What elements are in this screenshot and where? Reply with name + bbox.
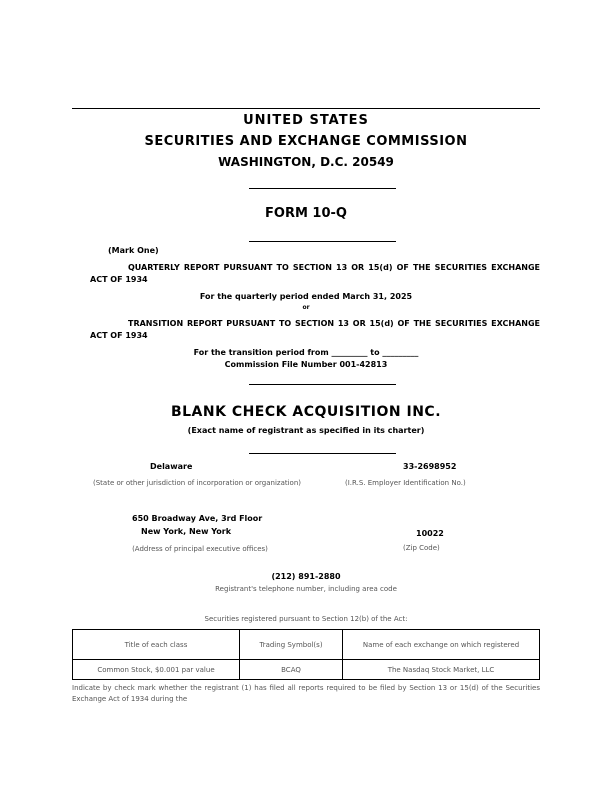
- quarterly-period: For the quarterly period ended March 31, 2025: [199, 292, 413, 301]
- header-divider: [249, 188, 396, 189]
- section-12b-heading: Securities registered pursuant to Section 12(b) of the Act:: [204, 615, 408, 623]
- or-label: or: [302, 304, 310, 311]
- table-cell: The Nasdaq Stock Market, LLC: [343, 660, 540, 680]
- registrant-name: BLANK CHECK ACQUISITION INC.: [170, 404, 442, 420]
- form-title: FORM 10-Q: [265, 206, 347, 221]
- top-rule: [72, 108, 540, 109]
- header-line-2: SECURITIES AND EXCHANGE COMMISSION: [144, 134, 468, 149]
- mark-one-label: (Mark One): [108, 246, 159, 255]
- transition-period: For the transition period from _________ to _________: [193, 348, 419, 357]
- telephone-number: (212) 891-2880: [271, 572, 341, 581]
- form-divider: [249, 384, 396, 385]
- state-caption: (State or other jurisdiction of incorporation or organization): [93, 479, 301, 487]
- registrant-name-caption: (Exact name of registrant as specified in its charter): [187, 426, 425, 435]
- column-header: Trading Symbol(s): [240, 630, 343, 660]
- check-mark-paragraph: Indicate by check mark whether the registrant (1) has filed all reports required to be filed by Section 13 or 15(d) of the Securities Exchange Act of 1934 during the: [72, 684, 540, 703]
- table-cell: BCAQ: [240, 660, 343, 680]
- table-cell: Common Stock, $0.001 par value: [73, 660, 240, 680]
- table-header-row: [73, 630, 540, 660]
- zip-caption: (Zip Code): [403, 544, 440, 552]
- transition-report-text: TRANSITION REPORT PURSUANT TO SECTION 13 OR 15(d) OF THE SECURITIES EXCHANGE ACT OF 1934: [90, 319, 540, 340]
- securities-table: [72, 629, 540, 680]
- zip-code: 10022: [416, 529, 444, 538]
- ein-caption: (I.R.S. Employer Identification No.): [345, 479, 466, 487]
- quarterly-report-text: QUARTERLY REPORT PURSUANT TO SECTION 13 OR 15(d) OF THE SECURITIES EXCHANGE ACT OF 1934: [90, 263, 540, 284]
- form-title-divider: [249, 241, 396, 242]
- address-caption: (Address of principal executive offices): [132, 545, 268, 553]
- column-header: Title of each class: [73, 630, 240, 660]
- ein-number: 33-2698952: [403, 462, 457, 471]
- telephone-caption: Registrant's telephone number, including area code: [215, 585, 397, 593]
- registrant-divider: [249, 453, 396, 454]
- address-line-1: 650 Broadway Ave, 3rd Floor: [132, 514, 263, 523]
- state-of-incorporation: Delaware: [150, 462, 193, 471]
- commission-file-number: Commission File Number 001-42813: [224, 360, 388, 369]
- header-line-1: UNITED STATES: [243, 113, 369, 128]
- table-row: [73, 660, 540, 680]
- column-header: Name of each exchange on which registered: [343, 630, 540, 660]
- address-line-2: New York, New York: [141, 527, 232, 536]
- header-line-3: WASHINGTON, D.C. 20549: [218, 155, 394, 169]
